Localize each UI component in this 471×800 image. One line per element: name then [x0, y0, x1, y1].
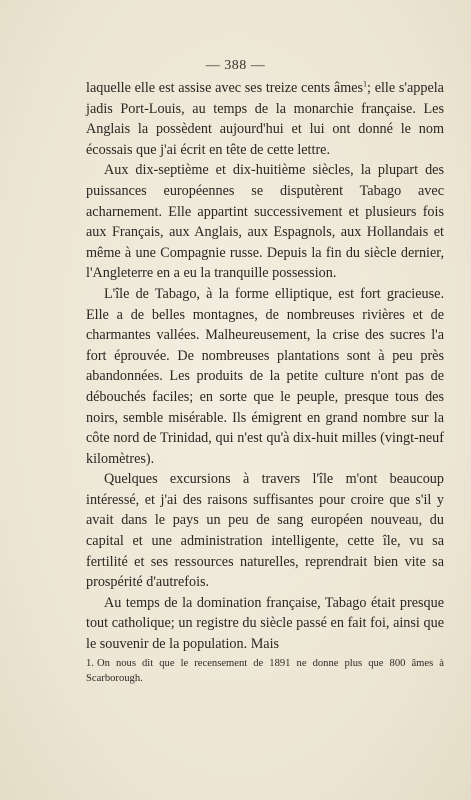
paragraph-4: Quelques excursions à travers l'île m'ont beaucoup intéressé, et j'ai des raisons suffisantes pour croire que s'il y avait dans le pays un peu de sang européen nouveau, du capital et une administration intelligente, cette île, vu sa fertilité et ses ressources naturelles, reprendrait bien vite sa prospérité d'autrefois.: [86, 471, 444, 591]
paragraph-1: [86, 78, 444, 160]
paragraph-5: Au temps de la domination française, Tabago était presque tout catholique; un registre du siècle passé en fait foi, ainsi que le souvenir de la population. Mais: [86, 594, 444, 653]
paragraph-2: Aux dix-septième et dix-huitième siècles, la plupart des puissances européennes se disputèrent Tabago avec acharnement. Elle appartint successivement et plusieurs fois aux Français, aux Anglais, aux Espagnols, aux Hollandais et même à une Compagnie russe. Depuis la fin du siècle dernier, l'Angleterre en a eu la tranquille possession.: [86, 162, 444, 282]
footnote: [86, 656, 444, 686]
footnote-number: 1.: [86, 658, 94, 669]
footnote-reference: 1: [363, 79, 368, 89]
paragraph-3: L'île de Tabago, à la forme elliptique, est fort gracieuse. Elle a de belles montagnes, de nombreuses rivières et de charmantes vallées. Malheureusement, la crise des sucres l'a fort éprouvée. De nombreuses plantations sont à peu près abandonnées. Les produits de la petite culture n'ont pas de débouchés faciles; en sorte que le peuple, presque tous des noirs, semble misérable. Ils émigrent en grand nombre sur la côte nord de Trinidad, qui n'est qu'à dix-huit milles (vingt-neuf kilomètres).: [86, 285, 444, 467]
body-text: [86, 78, 444, 655]
page-number: — 388 —: [205, 58, 266, 73]
paragraph-1-start: laquelle elle est assise avec ses treize cents âmes: [86, 80, 364, 96]
footnote-text: On nous dit que le recensement de 1891 ne donne plus que 800 âmes à Scarborough.: [86, 658, 444, 684]
paragraph-1-end: ; elle s'appela jadis Port-Louis, au temps de la monarchie française. Les Anglais la possèdent aujourd'hui et lui ont donné le nom écossais que j'ai écrit en tête de cette lettre.: [86, 80, 444, 158]
